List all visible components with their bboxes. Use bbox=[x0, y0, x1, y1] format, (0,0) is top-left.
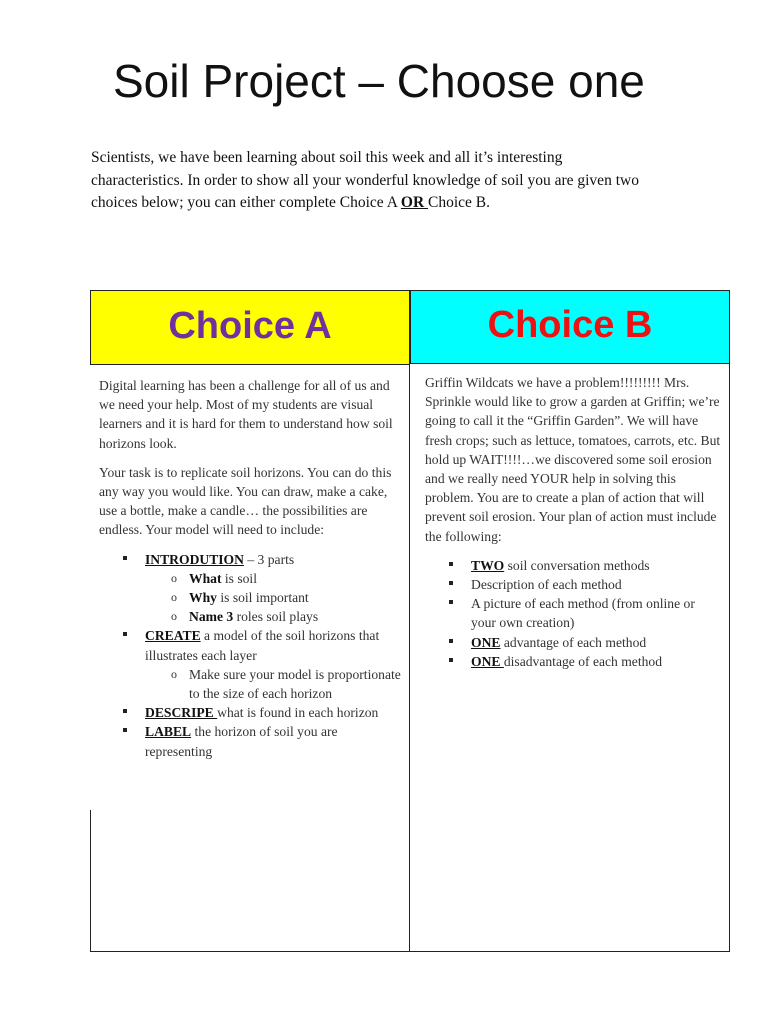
choice-b-bullet bbox=[425, 556, 723, 575]
bullet-keyword: CREATE bbox=[145, 628, 201, 644]
bullet-keyword: ONE bbox=[471, 653, 504, 669]
choice-a-requirements bbox=[99, 550, 401, 761]
choice-b-paragraph: Griffin Wildcats we have a problem!!!!!!!!! Mrs. Sprinkle would like to grow a garden at Griffin; we’re going to call it the “Griffin Garden”. We will have fresh crops; such as lettuce, tomatoes, carrots, etc. But hold up WAIT!!!!…we discovered some soil erosion and we really need YOUR help in solving this problem. You are to create a plan of action that will prevent soil erosion. Your plan of action must include the following: bbox=[425, 375, 721, 544]
bullet-text: – 3 parts bbox=[243, 551, 295, 567]
choice-a-subitem bbox=[145, 569, 401, 588]
intro-or: OR bbox=[400, 194, 429, 211]
bullet-text: disadvantage of each method bbox=[503, 653, 663, 669]
subitem-text: Make sure your model is proportionate to the size of each horizon bbox=[189, 666, 401, 702]
table-bottom-border bbox=[90, 951, 730, 952]
choice-a-bullet bbox=[99, 626, 401, 703]
intro-text: Scientists, we have been learning about soil this week and all it’s interesting characteristics. In order to show all your wonderful knowledge of soil you are given two choices below; you can either complete Choice A bbox=[91, 149, 639, 211]
page-title: Soil Project – Choose one bbox=[113, 55, 645, 107]
subitem-text: is soil bbox=[221, 570, 257, 586]
bullet-keyword: TWO bbox=[471, 557, 505, 573]
subitem-keyword: Name 3 bbox=[189, 609, 234, 625]
bullet-keyword: ONE bbox=[471, 634, 501, 650]
subitem-text: roles soil plays bbox=[233, 609, 319, 625]
table-divider bbox=[409, 364, 410, 952]
choice-a-task: Your task is to replicate soil horizons. You can do this any way you would like. You can draw, make a cake, use a bottle, make a candle… the possibilities are endless. Your model will need to include: bbox=[99, 464, 392, 538]
choice-a-bullet bbox=[99, 722, 401, 760]
choice-a-sublist bbox=[145, 665, 401, 703]
bullet-text: the horizon of soil you are representing bbox=[145, 724, 338, 759]
choice-b-bullet bbox=[425, 594, 723, 632]
bullet-text: A picture of each method (from online or your own creation) bbox=[471, 596, 695, 631]
intro-paragraph bbox=[91, 147, 651, 215]
bullet-text: Description of each method bbox=[471, 577, 622, 593]
subitem-keyword: What bbox=[189, 570, 222, 586]
subitem-keyword: Why bbox=[189, 590, 217, 606]
bullet-text: what is found in each horizon bbox=[217, 705, 379, 721]
choice-b-bullet bbox=[425, 652, 723, 671]
bullet-keyword: INTRODUTION bbox=[145, 551, 244, 567]
choice-a-subitem bbox=[145, 665, 401, 703]
subitem-text: is soil important bbox=[216, 590, 309, 606]
table-left-border bbox=[90, 810, 91, 952]
choice-b-bullet bbox=[425, 575, 723, 594]
bullet-keyword: LABEL bbox=[145, 724, 192, 740]
choice-a-subitem bbox=[145, 607, 401, 626]
table-right-border bbox=[729, 364, 730, 952]
choice-a-bullet bbox=[99, 703, 401, 722]
choice-a-content bbox=[99, 376, 401, 761]
choice-a-paragraph: Digital learning has been a challenge for all of us and we need your help. Most of my students are visual learners and it is hard for them to understand how soil horizons look. bbox=[99, 378, 393, 451]
choice-a-sublist bbox=[145, 569, 401, 627]
bullet-text: advantage of each method bbox=[500, 634, 647, 650]
intro-text-end: Choice B. bbox=[428, 194, 491, 211]
bullet-text: soil conversation methods bbox=[504, 557, 650, 573]
choice-a-header: Choice A bbox=[90, 290, 410, 365]
choice-a-subitem bbox=[145, 588, 401, 607]
choice-b-content bbox=[425, 373, 723, 671]
choice-b-requirements bbox=[425, 556, 723, 671]
choice-a-bullet bbox=[99, 550, 401, 627]
choice-b-bullet bbox=[425, 633, 723, 652]
bullet-text: a model of the soil horizons that illustrates each layer bbox=[145, 628, 380, 663]
choice-b-header: Choice B bbox=[410, 290, 730, 364]
bullet-keyword: DESCRIPE bbox=[145, 705, 218, 721]
